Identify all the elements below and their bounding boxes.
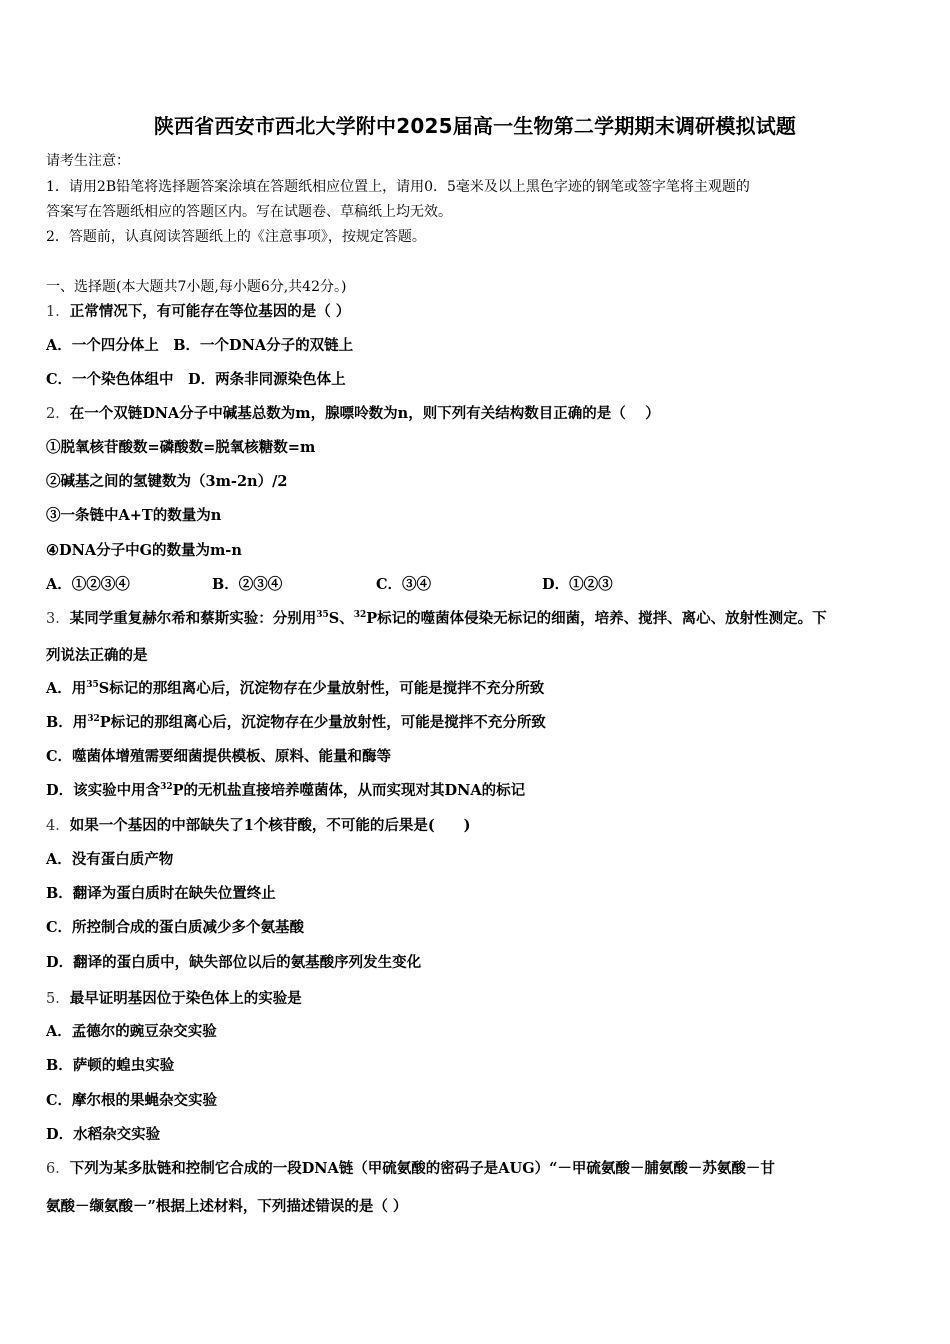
question-4-option-d: D．翻译的蛋白质中，缺失部位以后的氨基酸序列发生变化 [46, 954, 422, 971]
question-number: 6． [46, 1161, 70, 1177]
document-title: 陕西省西安市西北大学附中2025届高一生物第二学期期末调研模拟试题 [153, 114, 797, 138]
notice-heading: 请考生注意： [46, 153, 130, 169]
question-2-statement-2: ②碱基之间的氢键数为（3m-2n）/2 [46, 473, 288, 490]
question-number: 5． [46, 991, 70, 1007]
question-number: 3． [46, 611, 70, 627]
question-5-option-a: A．孟德尔的豌豆杂交实验 [46, 1023, 217, 1040]
question-5 [46, 988, 916, 1010]
option-text: A．用 [46, 680, 87, 697]
question-3-option-d [46, 780, 916, 802]
question-number: 4． [46, 818, 70, 834]
isotope-superscript: 32 [87, 714, 100, 724]
question-2-statement-3: ③一条链中A+T的数量为n [46, 507, 222, 524]
question-6-stem-line-2: 氨酸－缬氨酸－”根据上述材料，下列描述错误的是（ ） [46, 1198, 408, 1215]
question-3-option-a [46, 678, 916, 700]
question-stem: 在一个双链DNA分子中碱基总数为m，腺嘌呤数为n，则下列有关结构数目正确的是（ ） [69, 405, 660, 422]
question-4-option-a: A．没有蛋白质产物 [46, 851, 174, 868]
question-number: 2． [46, 406, 70, 422]
notice-item-2: 2．答题前，认真阅读答题纸上的《注意事项》，按规定答题。 [46, 229, 426, 245]
question-3-option-c: C．噬菌体增殖需要细菌提供模板、原料、能量和酶等 [46, 748, 392, 765]
question-stem-part: 某同学重复赫尔希和蔡斯实验：分别用 [69, 610, 317, 627]
question-2-option-a: A．①②③④ [46, 576, 130, 593]
option-text: P标记的那组离心后，沉淀物存在少量放射性，可能是搅拌不充分所致 [99, 714, 546, 731]
question-1-options-ab: A．一个四分体上 B．一个DNA分子的双链上 [46, 337, 354, 354]
question-number: 1． [46, 304, 70, 320]
isotope-superscript: 35 [86, 680, 99, 690]
isotope-superscript: 32 [160, 782, 173, 792]
option-text: S标记的那组离心后，沉淀物存在少量放射性，可能是搅拌不充分所致 [98, 680, 545, 697]
question-5-option-d: D．水稻杂交实验 [46, 1126, 161, 1143]
question-5-option-b: B．萨顿的蝗虫实验 [46, 1057, 175, 1074]
question-3 [46, 608, 916, 630]
isotope-superscript: 35 [316, 610, 329, 620]
question-1-options-cd: C．一个染色体组中 D．两条非同源染色体上 [46, 371, 346, 388]
question-1 [46, 301, 916, 323]
question-stem-part: S、 [328, 610, 354, 627]
question-2-option-d: D．①②③ [542, 576, 613, 593]
section-heading: 一、选择题(本大题共7小题,每小题6分,共42分。) [46, 279, 347, 295]
option-text: B．用 [46, 714, 88, 731]
question-5-option-c: C．摩尔根的果蝇杂交实验 [46, 1092, 218, 1109]
question-stem-part: P标记的噬菌体侵染无标记的细菌，培养、搅拌、离心、放射性测定。下 [366, 610, 827, 627]
question-2-option-c: C．③④ [376, 576, 432, 593]
question-stem: 下列为某多肽链和控制它合成的一段DNA链（甲硫氨酸的密码子是AUG）“－甲硫氨酸－脯氨酸－苏氨酸－甘 [69, 1160, 775, 1177]
question-stem: 如果一个基因的中部缺失了1个核苷酸，不可能的后果是( ) [69, 817, 471, 834]
option-text: D．该实验中用含 [46, 782, 161, 799]
question-2-statement-4: ④DNA分子中G的数量为m-n [46, 542, 242, 559]
question-4 [46, 815, 916, 837]
question-2-statement-1: ①脱氧核苷酸数=磷酸数=脱氧核糖数=m [46, 439, 316, 456]
question-3-option-b [46, 712, 916, 734]
question-2 [46, 403, 916, 425]
notice-item-1-line-2: 答案写在答题纸相应的答题区内。写在试题卷、草稿纸上均无效。 [46, 204, 452, 220]
notice-item-1-line-1: 1．请用2B铅笔将选择题答案涂填在答题纸相应位置上，请用0．5毫米及以上黑色字迹的钢笔或签字笔将主观题的 [46, 179, 750, 195]
question-4-option-b: B．翻译为蛋白质时在缺失位置终止 [46, 885, 276, 902]
question-3-stem-line-2: 列说法正确的是 [46, 647, 148, 664]
question-4-option-c: C．所控制合成的蛋白质减少多个氨基酸 [46, 919, 305, 936]
question-2-option-b: B．②③④ [212, 576, 283, 593]
question-stem: 最早证明基因位于染色体上的实验是 [69, 990, 302, 1007]
option-text: P的无机盐直接培养噬菌体，从而实现对其DNA的标记 [172, 782, 526, 799]
question-stem: 正常情况下，有可能存在等位基因的是（ ） [69, 303, 351, 320]
question-6 [46, 1158, 916, 1180]
isotope-superscript: 32 [353, 610, 367, 620]
